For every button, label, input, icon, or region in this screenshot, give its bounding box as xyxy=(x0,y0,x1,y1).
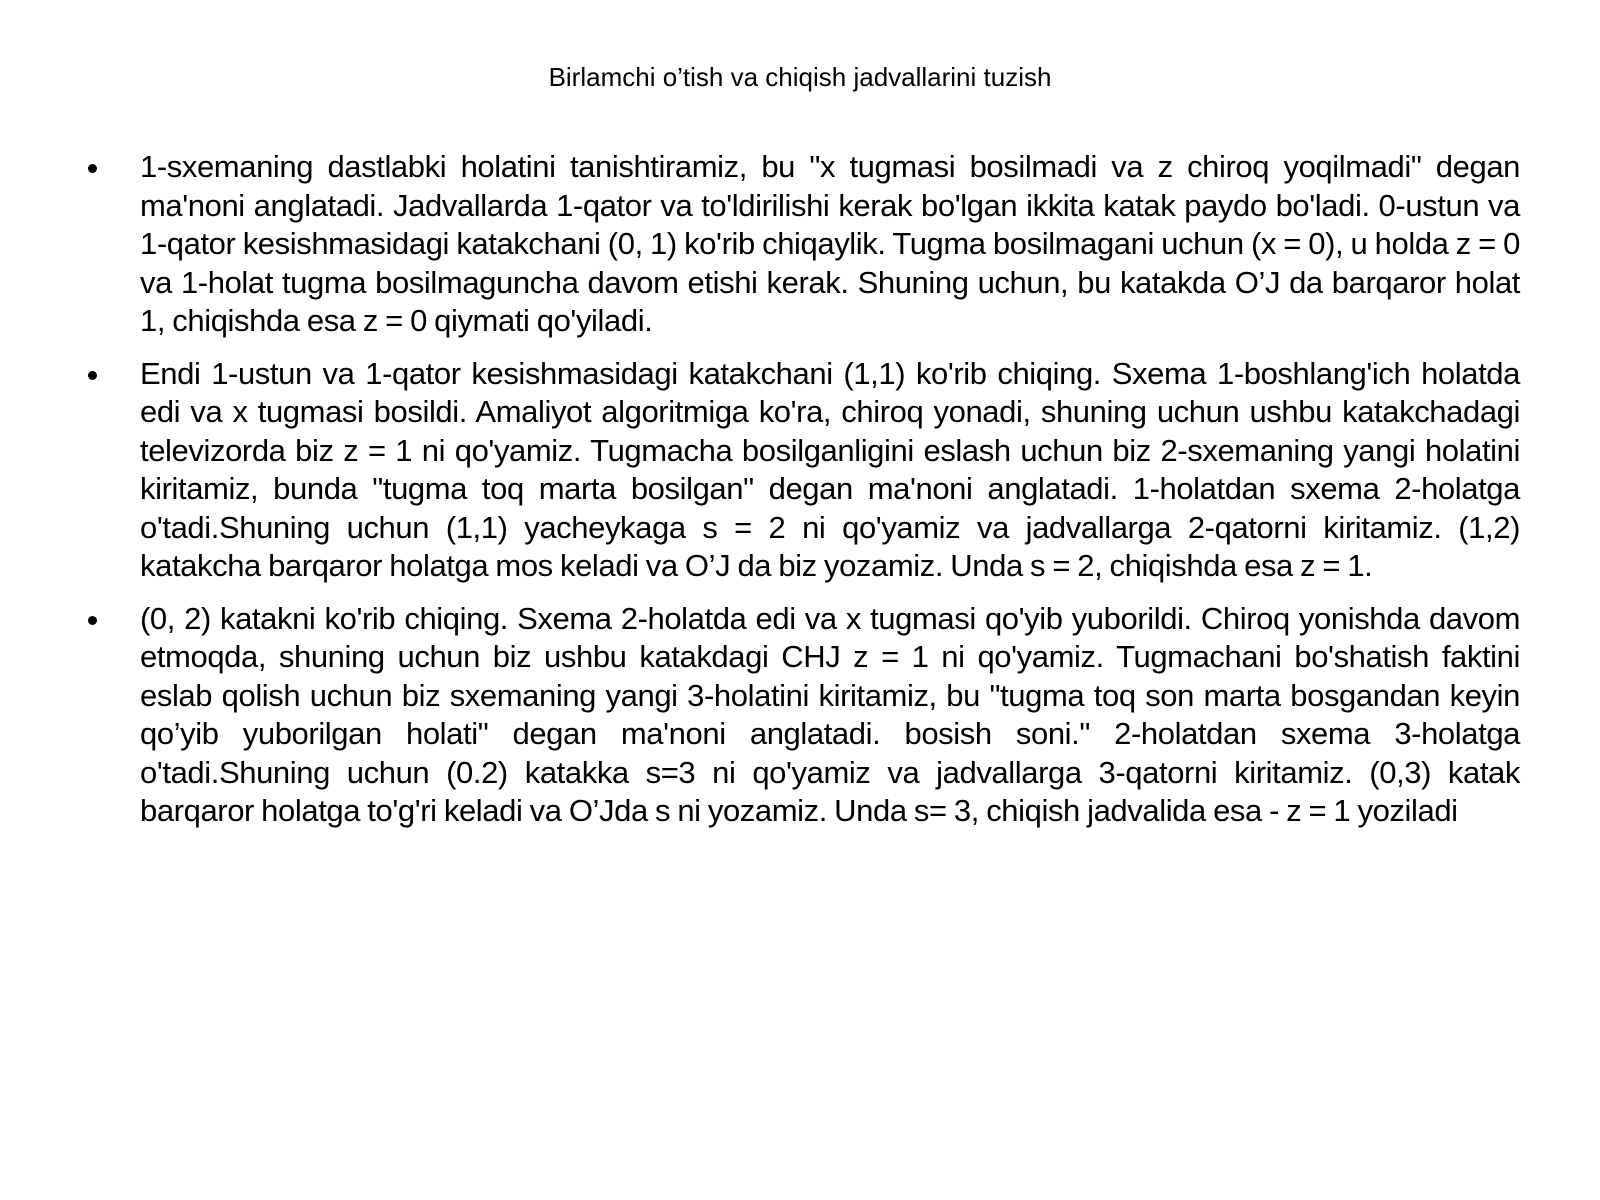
bullet-dot-icon xyxy=(88,371,97,380)
bullet-text: Endi 1-ustun va 1-qator kesishmasidagi katakchani (1,1) ko'rib chiqing. Sxema 1-boshlang'ich holatda edi va x tugmasi bosildi. Amaliyot algoritmiga ko'ra, chiroq yonadi, shuning uchun ushbu katakchadagi televizorda biz z = 1 ni qo'yamiz. Tugmacha bosilganligini eslash uchun biz 2-sxemaning yangi holatini kiritamiz, bunda "tugma toq marta bosilgan" degan ma'noni anglatadi. 1-holatdan sxema 2-holatga o'tadi.Shuning uchun (1,1) yacheykaga s = 2 ni qo'yamiz va jadvallarga 2-qatorni kiritamiz. (1,2) katakcha barqaror holatga mos keladi va O’J da biz yozamiz. Unda s = 2, chiqishda esa z = 1. xyxy=(140,355,1520,583)
bullet-text: 1-sxemaning dastlabki holatini tanishtiramiz, bu "x tugmasi bosilmadi va z chiroq yoqilmadi" degan ma'noni anglatadi. Jadvallarda 1-qator va to'ldirilishi kerak bo'lgan ikkita katak paydo bo'ladi. 0-ustun va 1-qator kesishmasidagi katakchani (0, 1) ko'rib chiqaylik. Tugma bosilmagani uchun (x = 0), u holda z = 0 va 1-holat tugma bosilmaguncha davom etishi kerak. Shuning uchun, bu katakda O’J da barqaror holat 1, chiqishda esa z = 0 qiymati qo'yiladi. xyxy=(140,149,1520,338)
bullet-dot-icon xyxy=(88,164,97,173)
bullet-item-1 xyxy=(80,148,1520,341)
bullet-list xyxy=(80,148,1520,845)
bullet-item-2 xyxy=(80,355,1520,586)
bullet-item-3 xyxy=(80,600,1520,831)
slide-title: Birlamchi o’tish va chiqish jadvallarini tuzish xyxy=(548,62,1052,92)
bullet-dot-icon xyxy=(88,616,97,625)
bullet-text: (0, 2) katakni ko'rib chiqing. Sxema 2-holatda edi va x tugmasi qo'yib yuborildi. Chiroq yonishda davom etmoqda, shuning uchun biz ushbu katakdagi CHJ z = 1 ni qo'yamiz. Tugmachani bo'shatish faktini eslab qolish uchun biz sxemaning yangi 3-holatini kiritamiz, bu "tugma toq son marta bosgandan keyin qo’yib yuborilgan holati" degan ma'noni anglatadi. bosish soni." 2-holatdan sxema 3-holatga o'tadi.Shuning uchun (0.2) katakka s=3 ni qo'yamiz va jadvallarga 3-qatorni kiritamiz. (0,3) katak barqaror holatga to'g'ri keladi va O’Jda s ni yozamiz. Unda s= 3, chiqish jadvalida esa - z = 1 yoziladi xyxy=(140,600,1520,828)
